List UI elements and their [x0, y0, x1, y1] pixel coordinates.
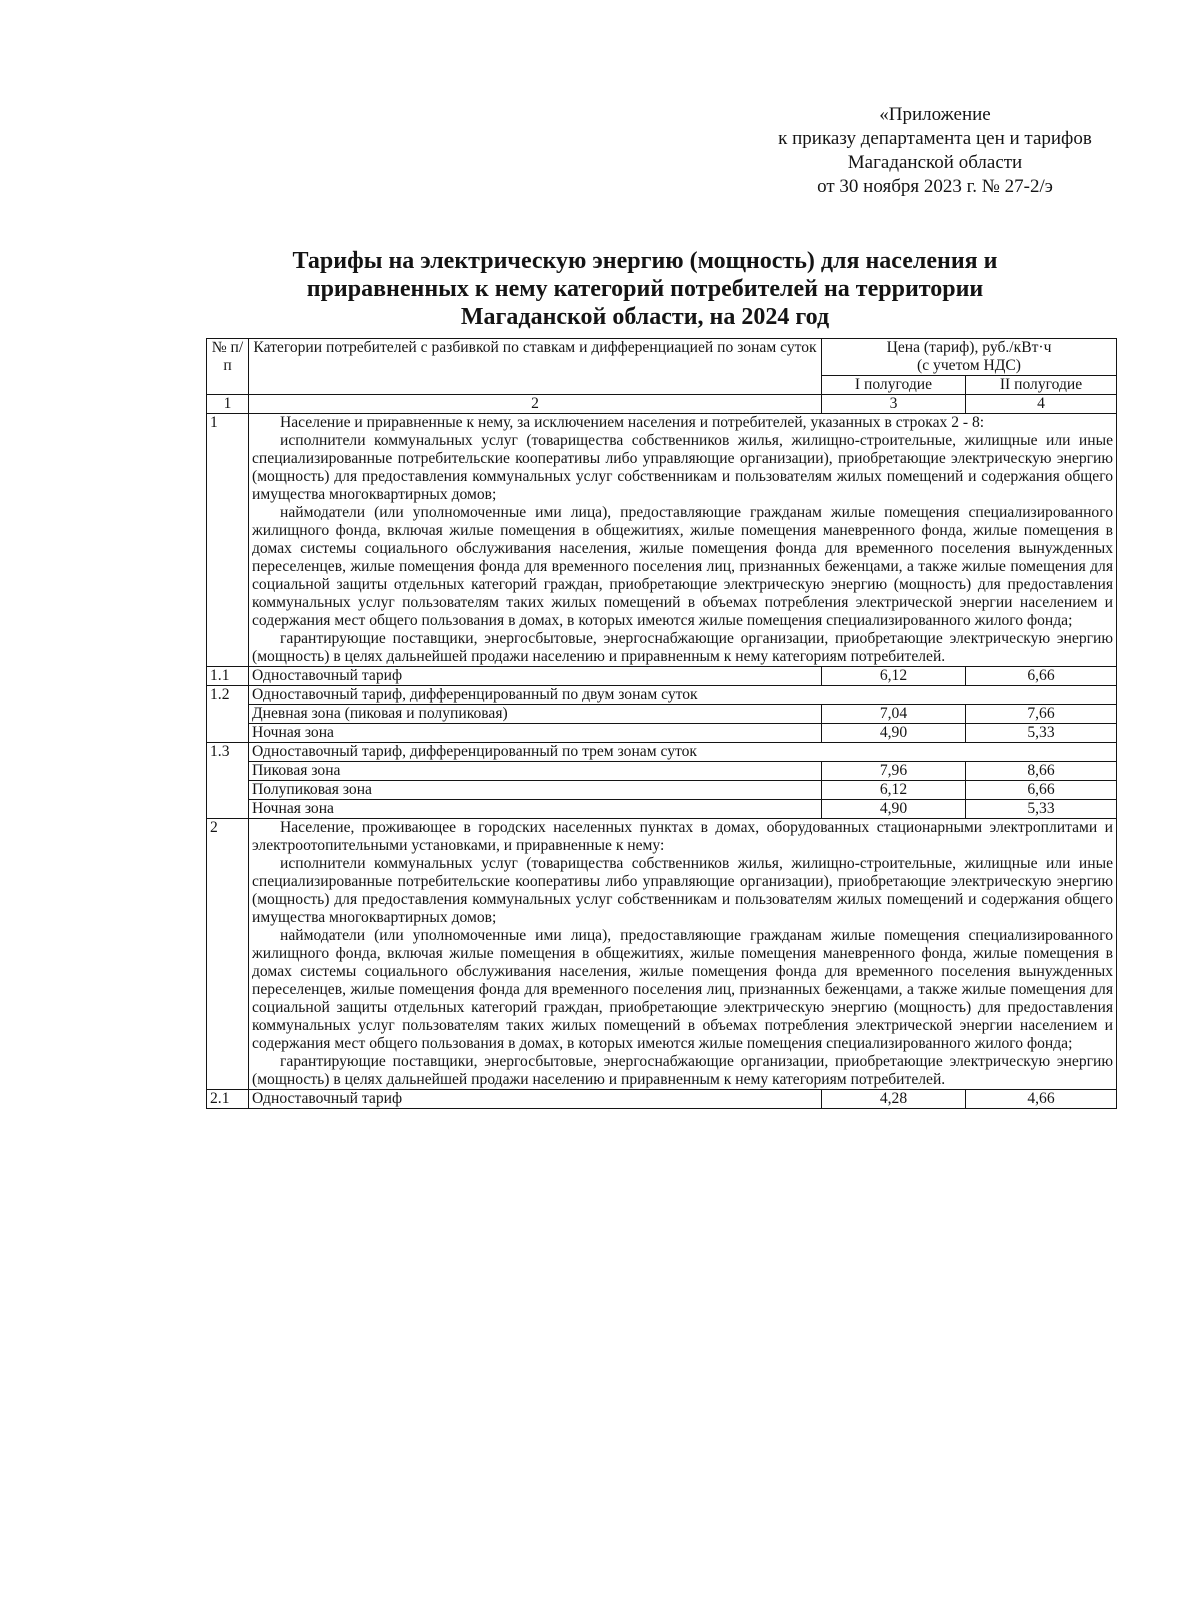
header-half-2: II полугодие	[966, 376, 1117, 395]
title-line-2: приравненных к нему категорий потребителей на территории	[306, 276, 984, 302]
appendix-line-3: Магаданской области	[847, 152, 1023, 173]
row-number: 1	[207, 414, 249, 667]
tariff-label: Одноставочный тариф	[249, 667, 822, 686]
zone-label: Пиковая зона	[249, 762, 822, 781]
column-number: 4	[966, 395, 1117, 414]
appendix-heading	[700, 103, 1170, 199]
tariff-value-half-2: 5,33	[966, 800, 1117, 819]
table-row	[207, 762, 1117, 781]
section-paragraph: гарантирующие поставщики, энергосбытовые, энергоснабжающие организации, приобретающие электрическую энергию (мощность) в целях дальнейшей продажи населению и приравненным к нему категориям потребителей.	[252, 1053, 1114, 1088]
section-paragraph: исполнители коммунальных услуг (товарищества собственников жилья, жилищно-строительные, жилищные или иные специализированные потребительские кооперативы либо управляющие организации), приобретающие электрическую энергию (мощность) для предоставления коммунальных услуг собственникам и пользователям жилых помещений и содержания общего имущества многоквартирных домов;	[252, 855, 1114, 926]
section-description	[249, 414, 1117, 667]
table-row	[207, 686, 1117, 705]
tariff-value-half-2: 7,66	[966, 705, 1117, 724]
tariff-value-half-2: 4,66	[966, 1090, 1117, 1109]
table-row	[207, 1090, 1117, 1109]
zone-label: Ночная зона	[249, 724, 822, 743]
tariff-group-label: Одноставочный тариф, дифференцированный по двум зонам суток	[249, 686, 1117, 705]
row-number: 1.2	[207, 686, 249, 743]
tariff-value-half-1: 4,90	[822, 724, 966, 743]
tariff-value-half-1: 4,90	[822, 800, 966, 819]
header-price-line-2: (с учетом НДС)	[917, 357, 1021, 374]
table-row	[207, 724, 1117, 743]
section-paragraph: наймодатели (или уполномоченные ими лица), предоставляющие гражданам жилые помещения специализированного жилищного фонда, включая жилые помещения в общежитиях, жилые помещения маневренного фонда, жилые помещения в домах системы социального обслуживания населения, жилые помещения фонда для временного поселения вынужденных переселенцев, жилые помещения фонда для временного поселения лиц, признанных беженцами, а также жилые помещения для социальной защиты отдельных категорий граждан, приобретающие электрическую энергию (мощность) для предоставления коммунальных услуг пользователям таких жилых помещений в объемах потребления электрической энергии населением и содержания мест общего пользования в домах, в которых имеются жилые помещения специализированного жилого фонда;	[252, 504, 1114, 629]
title-line-3: Магаданской области, на 2024 год	[460, 304, 830, 330]
section-row	[207, 414, 1117, 667]
header-half-1: I полугодие	[822, 376, 966, 395]
zone-label: Дневная зона (пиковая и полупиковая)	[249, 705, 822, 724]
tariff-value-half-2: 5,33	[966, 724, 1117, 743]
appendix-line-4: от 30 ноября 2023 г. № 27-2/э	[817, 176, 1053, 197]
row-number: 2	[207, 819, 249, 1090]
tariff-value-half-2: 8,66	[966, 762, 1117, 781]
section-description	[249, 819, 1117, 1090]
zone-label: Ночная зона	[249, 800, 822, 819]
appendix-line-2: к приказу департамента цен и тарифов	[778, 128, 1092, 149]
table-row	[207, 800, 1117, 819]
header-num: № п/п	[207, 339, 249, 395]
document-title	[210, 247, 1080, 331]
header-category: Категории потребителей с разбивкой по ставкам и дифференциацией по зонам суток	[249, 339, 822, 395]
tariff-value-half-1: 6,12	[822, 667, 966, 686]
table-row	[207, 743, 1117, 762]
tariff-group-label: Одноставочный тариф, дифференцированный по трем зонам суток	[249, 743, 1117, 762]
zone-label: Полупиковая зона	[249, 781, 822, 800]
title-line-1: Тарифы на электрическую энергию (мощность) для населения и	[292, 248, 998, 274]
appendix-line-1: «Приложение	[879, 104, 991, 125]
tariff-value-half-1: 6,12	[822, 781, 966, 800]
column-number: 3	[822, 395, 966, 414]
tariff-label: Одноставочный тариф	[249, 1090, 822, 1109]
table-header-row	[207, 339, 1117, 376]
section-row	[207, 819, 1117, 1090]
section-paragraph: исполнители коммунальных услуг (товарищества собственников жилья, жилищно-строительные, жилищные или иные специализированные потребительские кооперативы либо управляющие организации), приобретающие электрическую энергию (мощность) для предоставления коммунальных услуг собственникам и пользователям жилых помещений и содержания общего имущества многоквартирных домов;	[252, 432, 1114, 503]
table-row	[207, 781, 1117, 800]
column-numbers-row	[207, 395, 1117, 414]
column-number: 1	[207, 395, 249, 414]
section-paragraph: гарантирующие поставщики, энергосбытовые, энергоснабжающие организации, приобретающие электрическую энергию (мощность) в целях дальнейшей продажи населению и приравненным к нему категориям потребителей.	[252, 630, 1114, 665]
row-number: 2.1	[207, 1090, 249, 1109]
column-number: 2	[249, 395, 822, 414]
section-paragraph: Население и приравненные к нему, за исключением населения и потребителей, указанных в строках 2 - 8:	[280, 414, 985, 431]
section-paragraph: Население, проживающее в городских населенных пунктах в домах, оборудованных стационарными электроплитами и электроотопительными установками, и приравненные к нему:	[252, 819, 1114, 854]
tariff-value-half-1: 7,96	[822, 762, 966, 781]
table-row	[207, 667, 1117, 686]
tariff-value-half-2: 6,66	[966, 667, 1117, 686]
tariff-table	[206, 338, 1117, 1109]
tariff-value-half-2: 6,66	[966, 781, 1117, 800]
tariff-value-half-1: 7,04	[822, 705, 966, 724]
row-number: 1.3	[207, 743, 249, 819]
tariff-value-half-1: 4,28	[822, 1090, 966, 1109]
row-number: 1.1	[207, 667, 249, 686]
table-row	[207, 705, 1117, 724]
section-paragraph: наймодатели (или уполномоченные ими лица), предоставляющие гражданам жилые помещения специализированного жилищного фонда, включая жилые помещения в общежитиях, жилые помещения маневренного фонда, жилые помещения в домах системы социального обслуживания населения, жилые помещения фонда для временного поселения вынужденных переселенцев, жилые помещения фонда для временного поселения лиц, признанных беженцами, а также жилые помещения для социальной защиты отдельных категорий граждан, приобретающие электрическую энергию (мощность) для предоставления коммунальных услуг пользователям таких жилых помещений в объемах потребления электрической энергии населением и содержания мест общего пользования в домах, в которых имеются жилые помещения специализированного жилого фонда;	[252, 927, 1114, 1052]
header-price	[822, 339, 1117, 376]
header-price-line-1: Цена (тариф), руб./кВт·ч	[886, 339, 1052, 356]
